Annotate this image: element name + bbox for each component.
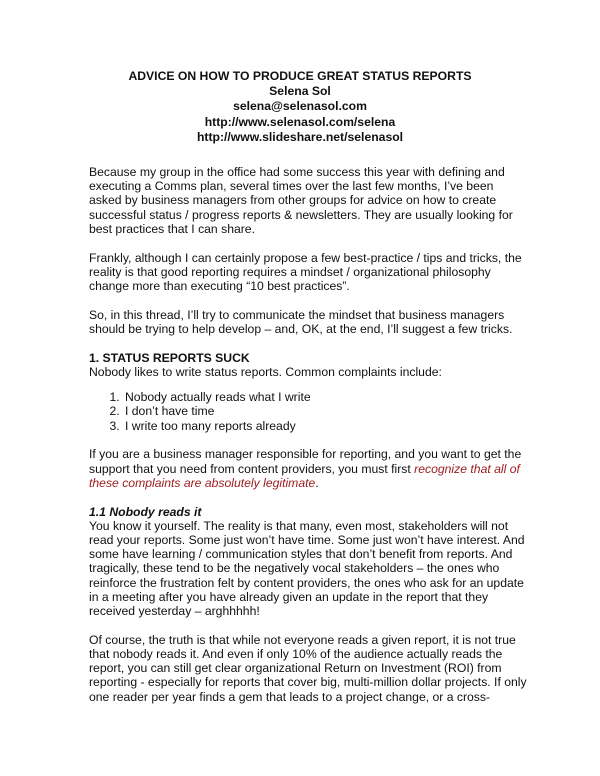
list-item: 1. Nobody actually reads what I write bbox=[123, 390, 529, 404]
slideshare-link: http://www.slideshare.net/selenasol bbox=[196, 129, 404, 144]
document-body bbox=[89, 165, 529, 718]
author-email: selena@selenasol.com bbox=[233, 99, 367, 114]
document-header bbox=[0, 69, 600, 145]
thread-paragraph: So, in this thread, I’ll try to communicate the mindset that business managers should be trying to help develop – and, OK, at the end, I’ll suggest a few tricks. bbox=[89, 307, 513, 337]
intro-paragraph: Because my group in the office had some success this year with defining and executing a Comms plan, several times over the last few months, I’ve been asked by business managers from other groups for advice on how to create successful status / progress reports & newsletters. They are usually looking for best practices that I can share. bbox=[89, 165, 513, 236]
section-heading-status-reports: 1. STATUS REPORTS SUCK bbox=[89, 350, 250, 365]
followup-text: If you are a business manager responsible for reporting, and you want to get the support that you need from content providers, you must first bbox=[89, 447, 522, 476]
mindset-paragraph: Frankly, although I can certainly propose a few best-practice / tips and tricks, the reality is that good reporting requires a mindset / organizational philosophy change more than executing “10 best practices”. bbox=[89, 250, 522, 294]
document-title: ADVICE ON HOW TO PRODUCE GREAT STATUS REPORTS bbox=[128, 69, 472, 83]
nobody-reads-paragraph: You know it yourself. The reality is that many, even most, stakeholders will not read your reports. Some just won’t have time. Some just won’t have interest. And some have learning / communication styles that don’t benefit from reports. And tragically, these tend to be the negatively vocal stakeholders – the ones who reinforce the frustration felt by content providers, the ones who ask for an update in a meeting after you have already given an update in the report that they received yesterday – arghhhhh! bbox=[89, 518, 525, 619]
subsection-heading-nobody-reads: 1.1 Nobody reads it bbox=[89, 504, 202, 519]
complaints-intro: Nobody likes to write status reports. Common complaints include: bbox=[89, 365, 442, 380]
author-name: Selena Sol bbox=[269, 84, 331, 99]
roi-paragraph: Of course, the truth is that while not everyone reads a given report, it is not true that nobody reads it. And even if only 10% of the audience actually reads the report, you can still get clear organizational Return on Investment (ROI) from reporting - especially for reports that cover big, multi-million dollar projects. If only one reader per year finds a gem that leads to a project change, or a cross- bbox=[89, 632, 527, 704]
followup-end: . bbox=[315, 475, 319, 490]
emphasized-text: recognize that all of these complaints are absolutely legitimate bbox=[89, 461, 520, 490]
complaints-list bbox=[89, 390, 529, 433]
list-item: 3. I write too many reports already bbox=[123, 419, 529, 433]
list-item: 2. I don’t have time bbox=[123, 404, 529, 418]
legitimate-complaints-paragraph bbox=[89, 447, 529, 490]
author-website-link: http://www.selenasol.com/selena bbox=[204, 114, 396, 129]
